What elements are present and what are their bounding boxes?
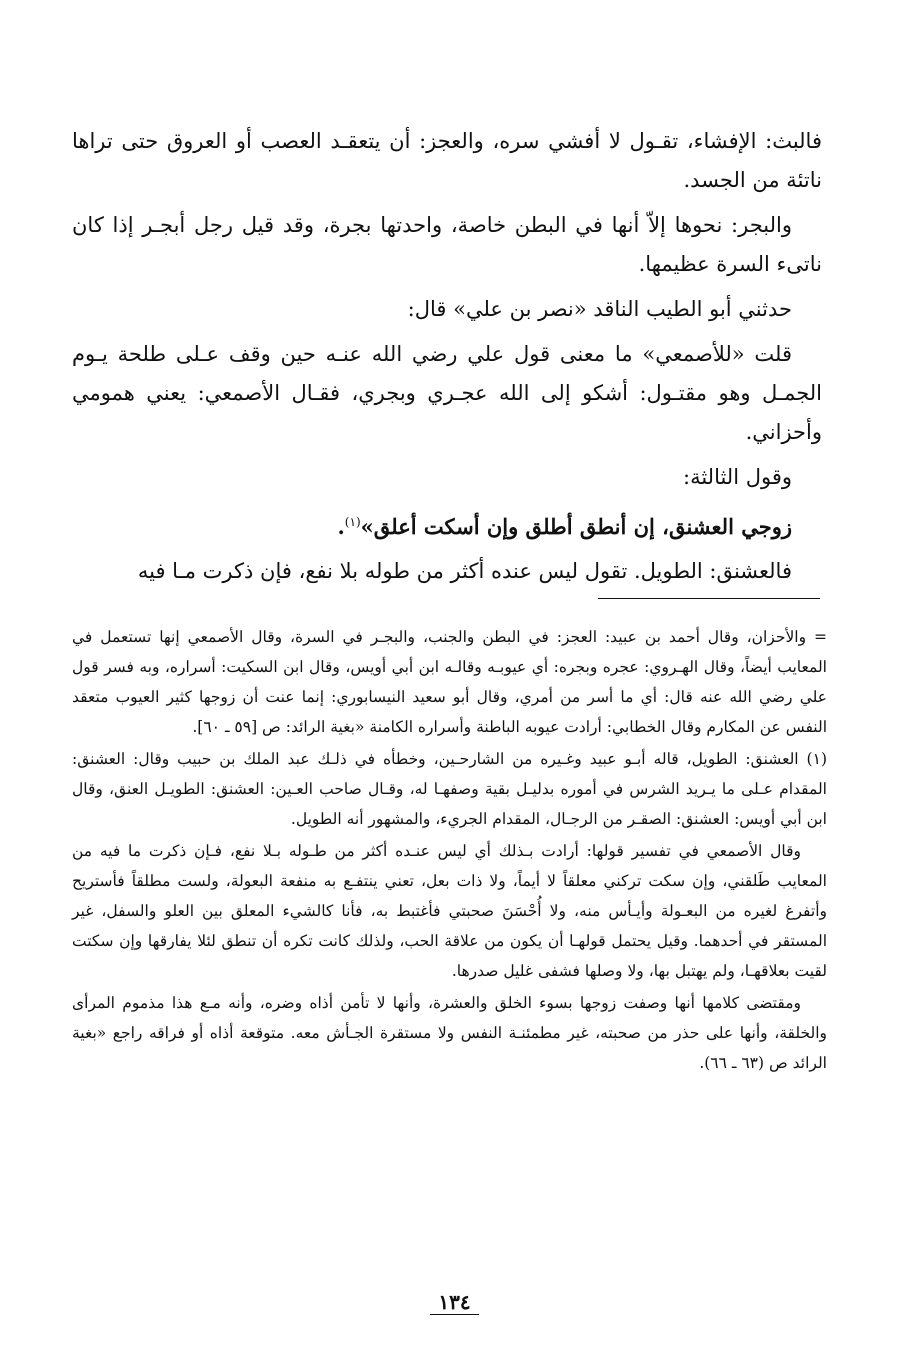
main-body-text [72, 122, 822, 597]
main-paragraph: وقول الثالثة: [683, 465, 792, 489]
main-paragraph: فالبث: الإفشاء، تقـول لا أفشي سره، والعجز: أن يتعقـد العصب أو العروق حتى تراها ناتئة من الجسد. [72, 129, 822, 192]
footnote-marker: (١) [344, 515, 361, 529]
footnote-paragraph: (١) العشنق: الطويل، قاله أبـو عبيد وغـيره من الشارحـين، وخطأه في ذلـك عبد الملك بن حبيب وقال: العشنق: المقدام عـلى ما يـريد الشرس في أموره بدليـل بقية وصفهـا له، وقـال صاحب العـين: العشنق: الطويـل العنق، وقال ابن أبي أويس: العشنق: الصقـر من الرجـال، المقدام الجريء، والمشهور أنه الطويل. [72, 750, 827, 828]
main-paragraph: حدثني أبو الطيب الناقد «نصر بن علي» قال: [407, 297, 792, 321]
main-paragraph: قلت «للأصمعي» ما معنى قول علي رضي الله عنـه حين وقف عـلى طلحة يـوم الجمـل وهو مقتـول: أشكو إلى الله عجـري وبجري، فقـال الأصمعي: يعني همومي وأحزاني. [72, 342, 822, 444]
footnote-divider [598, 598, 820, 599]
footnote-paragraph: = والأحزان، وقال أحمد بن عبيد: العجز: في البطن والجنب، والبجـر في السرة، وقال الأصمعي إنها تستعمل في المعايب أيضاً، وقال الهـروي: عجره وبجره: أي عيوبـه وقالـه ابن أبي أويس، وقال ابن السكيت: أسراره، وبه فسر قول علي رضي الله عنه قال: أي ما أسر من أمري، وقال أبو سعيد النيسابوري: إنما عنت أن زوجها كثير العيوب متعقد النفس عن المكارم وقال الخطابي: أرادت عيوبه الباطنة وأسراره الكامنة «بغية الرائد: ص [٥٩ ـ ٦٠]. [72, 628, 827, 736]
main-paragraph: والبجر: نحوها إلاّ أنها في البطن خاصة، واحدتها بجرة، وقد قيل رجل أبجـر إذا كان ناتىء السرة عظيمها. [72, 213, 822, 276]
footnotes-section [72, 622, 827, 1080]
main-paragraph: فالعشنق: الطويل. تقول ليس عنده أكثر من طوله بلا نفع، فإن ذكرت مـا فيه [137, 559, 792, 583]
page-number [0, 1290, 909, 1314]
quoted-saying [72, 503, 822, 546]
quoted-saying-text: زوجي العشنق، إن أنطق أطلق وإن أسكت أعلق» [360, 514, 792, 539]
footnote-paragraph: وقال الأصمعي في تفسير قولها: أرادت بـذلك أي ليس عنـده أكثر من طـوله بـلا نفع، فـإن ذكرت ما فيه من المعايب طَلقني، وإن سكت تركني معلقاً لا أيماً، ولا ذات بعل، تعني ينتفـع به منفعة البعولة، ولست مطلقاً فأستريح وأتفرغ لغيره من البعـولة وأيـأس منه، ولا أُحْسَنَ صحبتي فأغتبط به، فأنا كالشيء المعلق بين العلو والسفل، غير المستقر في أحدهما. وقيل يحتمل قولهـا أن يكون من علاقة الحب، ولذلك كانت تكره أن تنطق لئلا يفارقها وإن سكتت لقيت بعلاقهـا، ولم يهتبل بها، ولا وصلها فشفى غليل صدرها. [72, 842, 827, 980]
footnote-paragraph: ومقتضى كلامها أنها وصفت زوجها بسوء الخلق والعشرة، وأنها لا تأمن أذاه وضره، وأنه مـع هذا مذموم المرأى والخلقة، وأنها على حذر من صحبته، غير مطمئنـة النفس ولا مستقرة الجـأش معه. متوقعة أذاه أو فراقه راجع «بغية الرائد ص (٦٣ ـ ٦٦). [72, 994, 827, 1072]
quoted-saying-end: . [337, 514, 345, 539]
page-number-text: ١٣٤ [430, 1290, 478, 1315]
